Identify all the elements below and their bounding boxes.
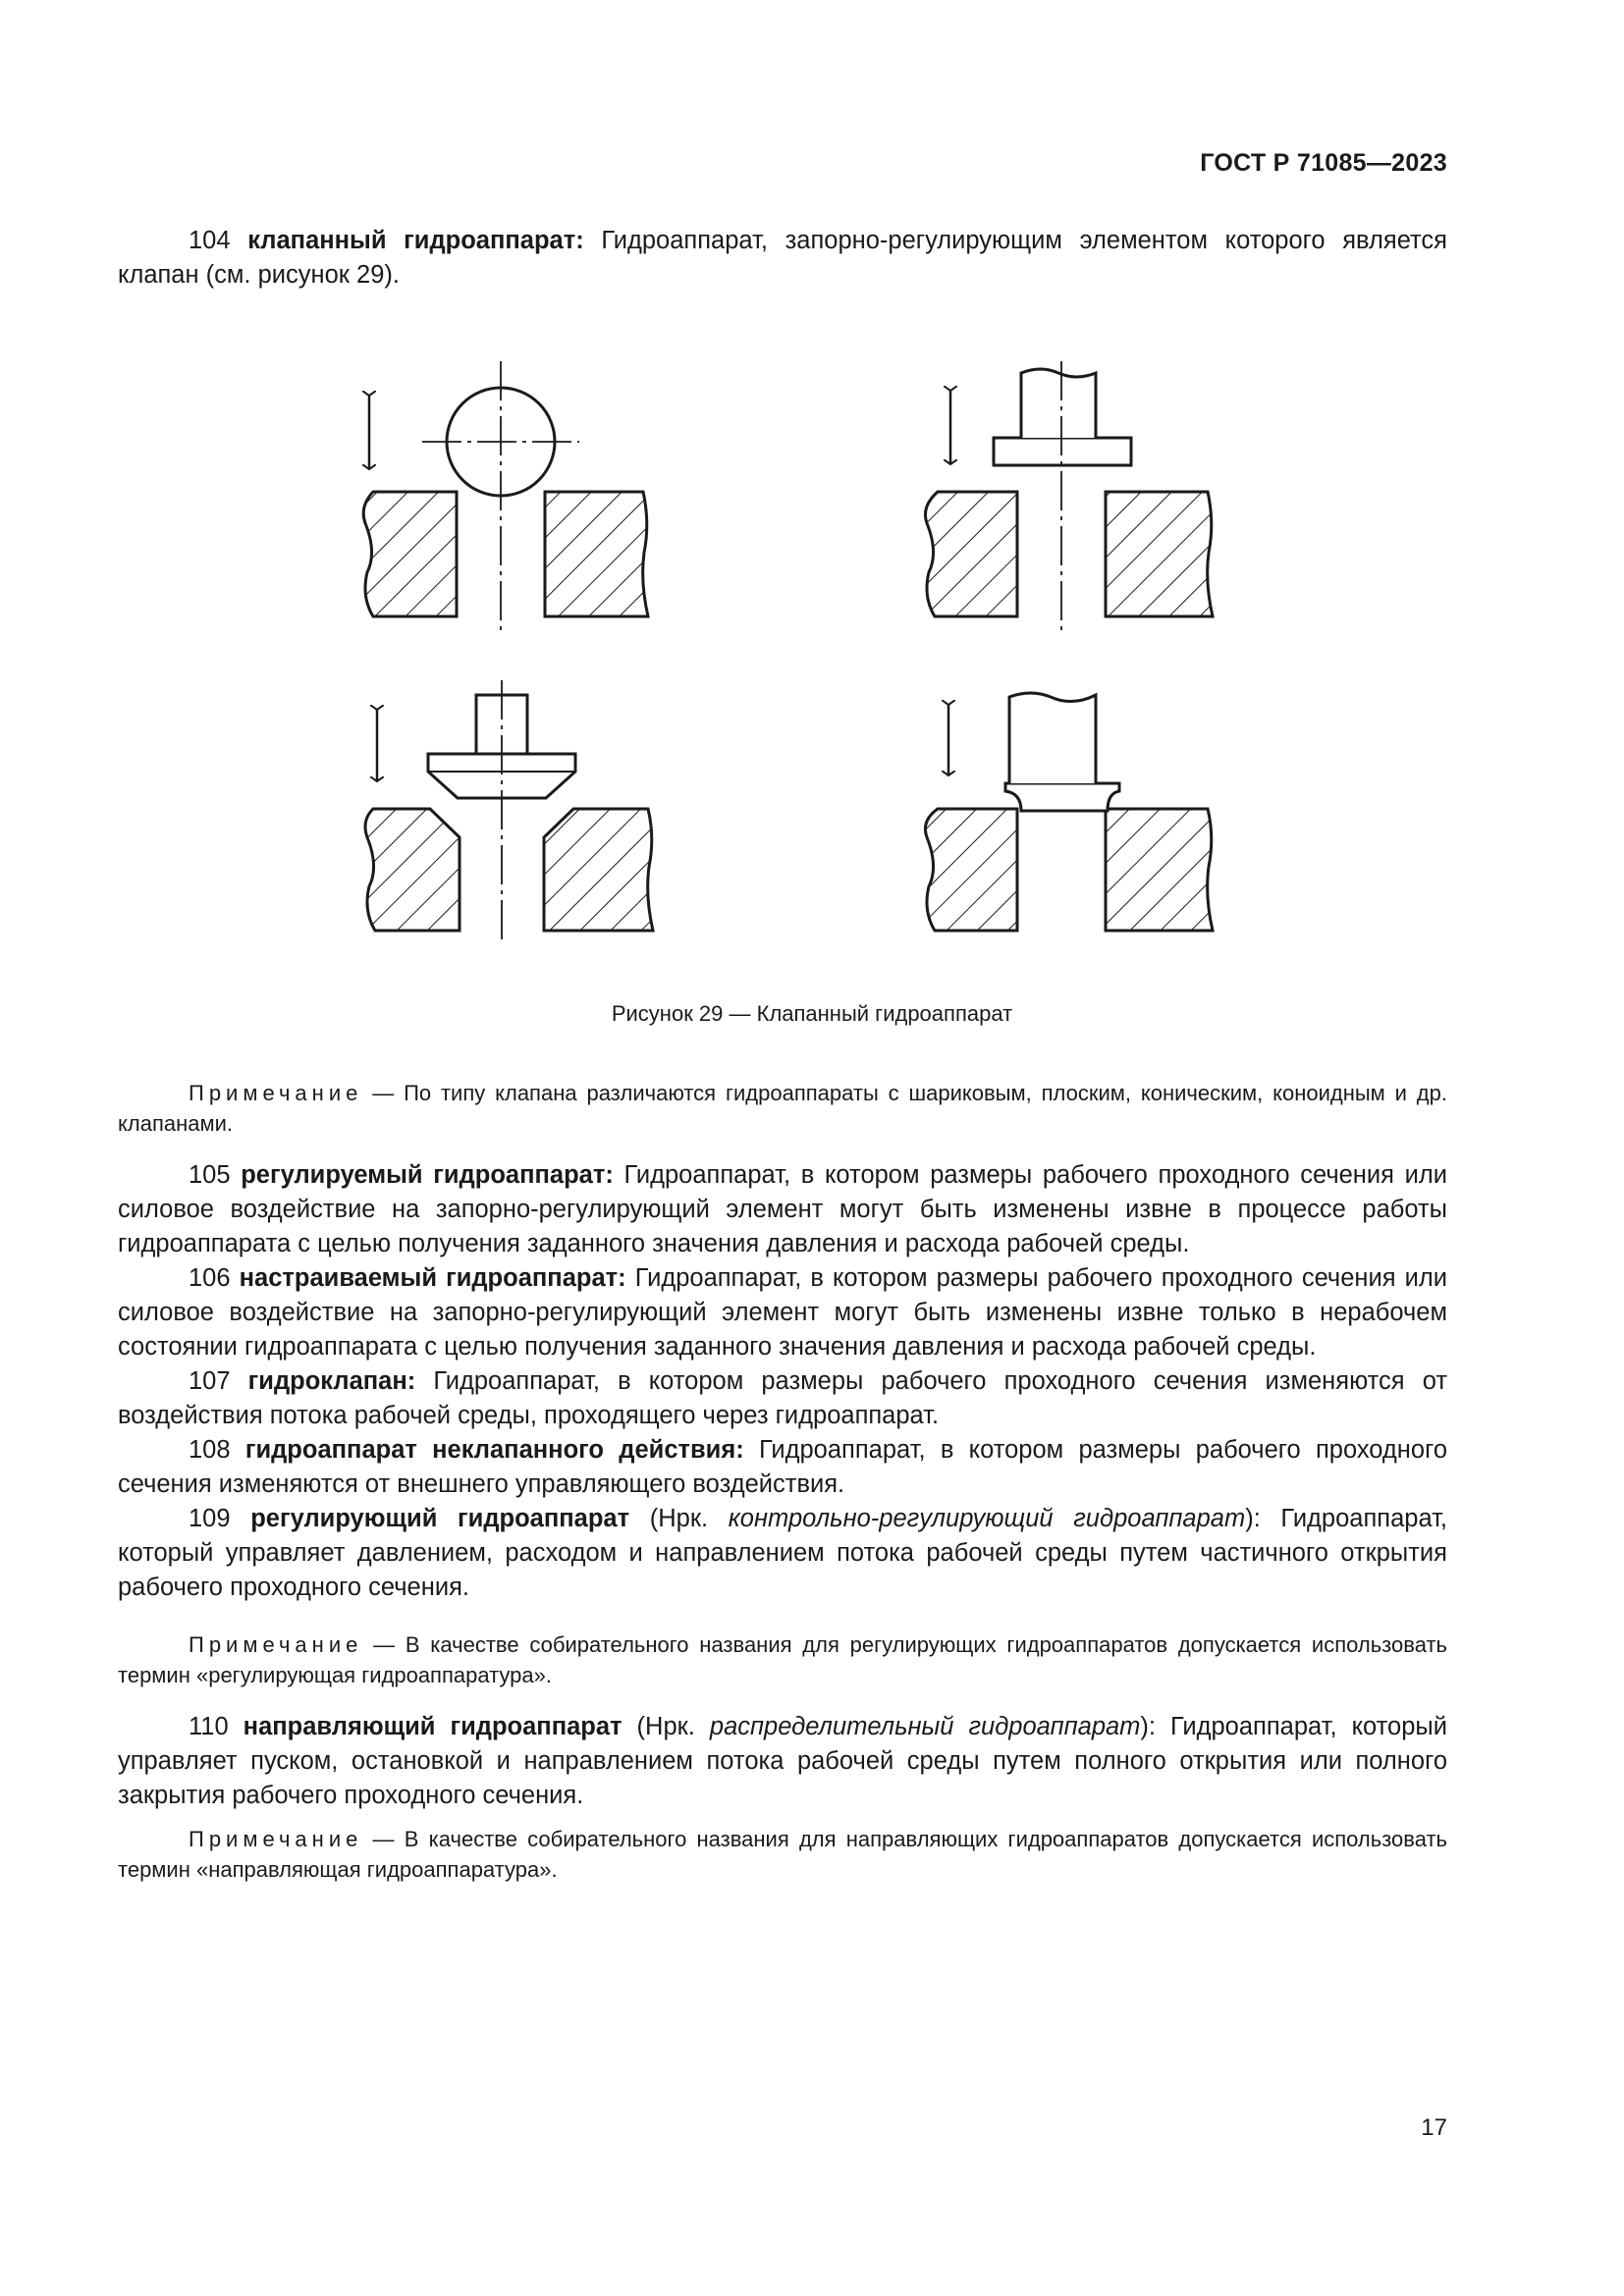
entry-107 — [118, 1364, 1447, 1433]
entry-term: регулирующий гидроаппарат — [250, 1505, 630, 1532]
entry-term: клапанный гидроаппарат: — [247, 227, 584, 254]
ball-valve-drawing — [363, 361, 648, 631]
entry-deprecated-prefix: (Нрк. — [622, 1713, 710, 1740]
note-label: Примечание — [189, 1081, 363, 1105]
entry-definition: Гидроаппарат, в котором размеры рабочего проходного сечения или силовое воздействие на запорно-регулирующий элемент могут быть изменены извне в процессе работы гидроаппарата с целью получения заданного значения давления и расхода рабочей среды. — [118, 1161, 1447, 1257]
document-code: ГОСТ Р 71085—2023 — [1200, 149, 1447, 177]
page-number: 17 — [1421, 2114, 1447, 2141]
conical-valve-drawing — [365, 680, 653, 940]
entry-number: 104 — [189, 227, 248, 254]
entry-109 — [118, 1502, 1447, 1605]
figure-caption: Рисунок 29 — Клапанный гидроаппарат — [611, 1001, 1013, 1026]
figure-29 — [334, 351, 1237, 960]
note-text: — В качестве собирательного названия для направляющих гидроаппаратов допускается использовать термин «направляющая гидроаппаратура». — [118, 1827, 1447, 1882]
flat-valve-drawing — [925, 361, 1213, 631]
note-text: — По типу клапана различаются гидроаппараты с шариковым, плоским, коническим, коноидным и др. клапанами. — [118, 1081, 1447, 1136]
entry-106 — [118, 1261, 1447, 1364]
note-2 — [118, 1629, 1447, 1690]
entry-definition: Гидроаппарат, в котором размеры рабочего проходного сечения изменяются от воздействия потока рабочей среды, проходящего через гидроаппарат. — [118, 1367, 1447, 1429]
entry-deprecated-prefix: (Нрк. — [629, 1505, 729, 1532]
entry-term: настраиваемый гидроаппарат: — [239, 1264, 626, 1292]
note-1 — [118, 1078, 1447, 1139]
entry-term: регулируемый гидроаппарат: — [241, 1161, 614, 1189]
entry-deprecated-term: контрольно-регулирующий гидроаппарат — [728, 1505, 1246, 1532]
entry-definition: ): Гидроаппарат, который управляет пуском, остановкой и направлением потока рабочей среды путем полного открытия или полного закрытия рабочего проходного сечения. — [118, 1713, 1447, 1809]
entry-number: 109 — [189, 1505, 251, 1532]
entry-number: 107 — [189, 1367, 248, 1395]
entry-number: 106 — [189, 1264, 240, 1292]
entry-definition: ): Гидроаппарат, который управляет давлением, расходом и направлением потока рабочей среды путем частичного открытия рабочего проходного сечения. — [118, 1505, 1448, 1601]
entry-104 — [118, 224, 1447, 293]
note-label: Примечание — [189, 1827, 363, 1851]
note-label: Примечание — [189, 1632, 363, 1657]
entry-105 — [118, 1158, 1447, 1261]
entry-term: гидроаппарат неклапанного действия: — [244, 1436, 744, 1464]
entry-number: 110 — [189, 1713, 244, 1740]
entry-definition: Гидроаппарат, в котором размеры рабочего проходного сечения или силовое воздействие на запорно-регулирующий элемент могут быть изменены извне только в нерабочем состоянии гидроаппарата с целью получения заданного значения давления и расхода рабочей среды. — [118, 1264, 1447, 1361]
note-3 — [118, 1824, 1447, 1885]
entry-108 — [118, 1433, 1447, 1502]
valve-diagram — [334, 351, 1237, 960]
entry-110 — [118, 1710, 1447, 1813]
conoid-valve-drawing — [925, 693, 1213, 931]
entry-number: 108 — [189, 1436, 245, 1464]
entry-term: гидроклапан: — [247, 1367, 416, 1395]
note-text: — В качестве собирательного названия для регулирующих гидроаппаратов допускается использовать термин «регулирующая гидроаппаратура». — [118, 1632, 1447, 1687]
entries-105-109 — [118, 1158, 1447, 1605]
entry-number: 105 — [189, 1161, 242, 1189]
entry-definition: Гидроаппарат, запорно-регулирующим элементом которого является клапан (см. рисунок 29). — [118, 227, 1447, 289]
entry-deprecated-term: распределительный гидроаппарат — [709, 1713, 1141, 1740]
entry-term: направляющий гидроаппарат — [243, 1713, 623, 1740]
entry-definition: Гидроаппарат, в котором размеры рабочего проходного сечения изменяются от внешнего управляющего воздействия. — [118, 1436, 1447, 1498]
